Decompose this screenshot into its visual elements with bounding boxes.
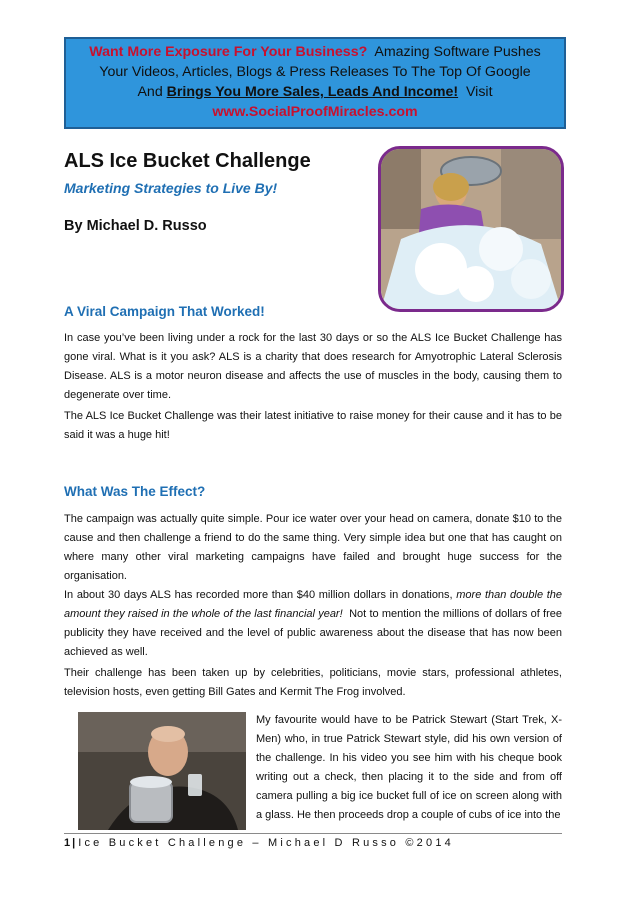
footer-separator: | [72, 837, 76, 849]
effect-paragraph-1: The campaign was actually quite simple. Pour ice water over your head on camera, donate $10 to the cause and then challenge a friend to do the same thing. Very simple idea but one that has caught on where many other viral marketing campaigns have failed and brought huge success for the organisation. [64, 513, 562, 582]
banner-line1-text: Amazing Software Pushes [367, 44, 541, 60]
effect-paragraph-4: My favourite would have to be Patrick Stewart (Start Trek, X-Men) who, in true Patrick Stewart style, did his own version of the challenge. In his video you see him with his cheque book writing out a check, then placing it to the side and from off camera pulling a big ice bucket full of ice on screen along with a glass. He then proceeds drop a couple of cubs of ice into the [256, 714, 562, 821]
effect-paragraph-2 [64, 586, 566, 662]
patrick-stewart-photo-art [78, 712, 246, 830]
effect-paragraph-2-end: Not to mention the millions of dollars of free publicity they have received and the level of public awareness about the disease that has now been achieved as well. [64, 608, 566, 658]
patrick-stewart-photo [78, 712, 246, 830]
viral-paragraph-1: In case you’ve been living under a rock for the last 30 days or so the ALS Ice Bucket Challenge has gone viral. What is it you ask? ALS is a charity that does research for Amyotrophic Lateral Sclerosis Disease. ALS is a motor neuron disease and affects the use of muscles in the body, causing them to degenerate over time. [64, 332, 562, 401]
page-footer [64, 837, 454, 849]
banner-line3-pre: And [137, 84, 167, 100]
ice-bucket-photo-art [381, 149, 561, 309]
article-title: ALS Ice Bucket Challenge [64, 150, 311, 172]
viral-paragraph-2: The ALS Ice Bucket Challenge was their latest initiative to raise money for their cause and it has to be said it was a huge hit! [64, 410, 562, 441]
page-number: 1 [64, 837, 71, 849]
effect-paragraph-2-emphasis: more than double the amount they raised in the whole of the last financial year! [64, 589, 562, 620]
section-heading-effect: What Was The Effect? [64, 484, 206, 499]
banner-line3-bold: Brings You More Sales, Leads And Income! [166, 84, 459, 100]
article-subtitle: Marketing Strategies to Live By! [64, 180, 278, 196]
effect-paragraph-3: Their challenge has been taken up by celebrities, politicians, movie stars, professional athletes, television hosts, even getting Bill Gates and Kermit The Frog involved. [64, 667, 562, 698]
article-byline: By Michael D. Russo [64, 218, 207, 234]
ice-bucket-photo [378, 146, 564, 312]
banner-url-link[interactable]: www.SocialProofMiracles.com [212, 104, 418, 120]
section-heading-viral: A Viral Campaign That Worked! [64, 304, 265, 319]
banner-line3-post: Visit [458, 84, 493, 100]
footer-text: Ice Bucket Challenge – Michael D Russo ©2014 [78, 837, 454, 849]
footer-divider [64, 833, 562, 834]
banner-line2-text: Your Videos, Articles, Blogs & Press Releases To The Top Of Google [99, 64, 531, 80]
promo-banner [64, 37, 566, 129]
banner-headline: Want More Exposure For Your Business? [89, 44, 368, 60]
effect-paragraph-2-start: In about 30 days ALS has recorded more than $40 million dollars in donations, [64, 589, 457, 601]
